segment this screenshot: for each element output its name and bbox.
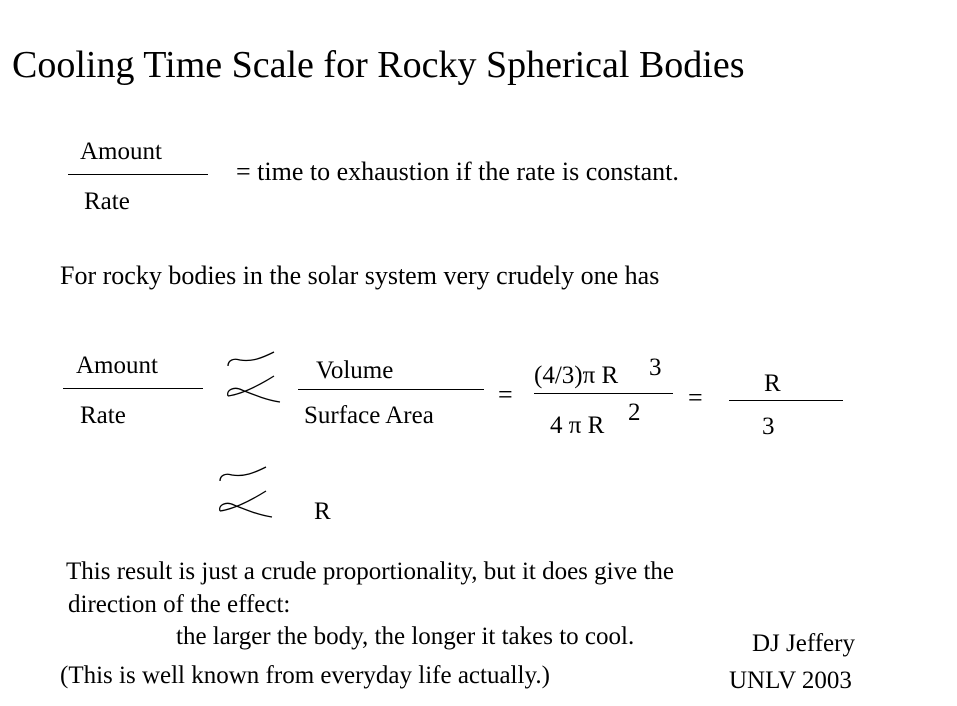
final-numerator: R — [764, 370, 781, 397]
proportional-to-icon — [214, 467, 274, 519]
conclusion-line-3: the larger the body, the longer it takes to cool. — [176, 623, 635, 650]
equals-sign-2: = — [688, 383, 703, 412]
final-denominator: 3 — [762, 413, 775, 440]
numerator-exponent: 3 — [649, 354, 662, 381]
lhs-fraction-bar — [63, 388, 203, 389]
result-r: R — [314, 498, 331, 525]
equals-sign-1: = — [498, 380, 513, 409]
volume-label: Volume — [316, 357, 394, 384]
conclusion-line-1: This result is just a crude proportionality, but it does give the — [66, 558, 674, 585]
sphere-volume-numerator: (4/3)π R — [534, 362, 619, 389]
intro-text: For rocky bodies in the solar system very crudely one has — [60, 261, 660, 290]
final-fraction-bar — [729, 400, 843, 401]
definition-statement: = time to exhaustion if the rate is constant. — [236, 157, 679, 186]
sphere-fraction-bar — [534, 393, 673, 394]
volume-fraction-bar — [298, 389, 484, 390]
definition-fraction-bar — [68, 174, 208, 175]
page-title: Cooling Time Scale for Rocky Spherical Bodies — [12, 44, 745, 86]
surface-area-label: Surface Area — [304, 402, 434, 429]
definition-numerator: Amount — [80, 138, 162, 165]
definition-denominator: Rate — [84, 188, 130, 215]
author-affiliation: UNLV 2003 — [729, 667, 852, 694]
proportional-to-icon — [222, 352, 282, 404]
denominator-exponent: 2 — [628, 399, 641, 426]
conclusion-line-4: (This is well known from everyday life actually.) — [60, 662, 550, 689]
sphere-area-denominator: 4 π R — [550, 412, 605, 439]
lhs-numerator: Amount — [76, 352, 158, 379]
conclusion-line-2: direction of the effect: — [68, 591, 291, 618]
author-name: DJ Jeffery — [752, 630, 855, 657]
lhs-denominator: Rate — [80, 402, 126, 429]
